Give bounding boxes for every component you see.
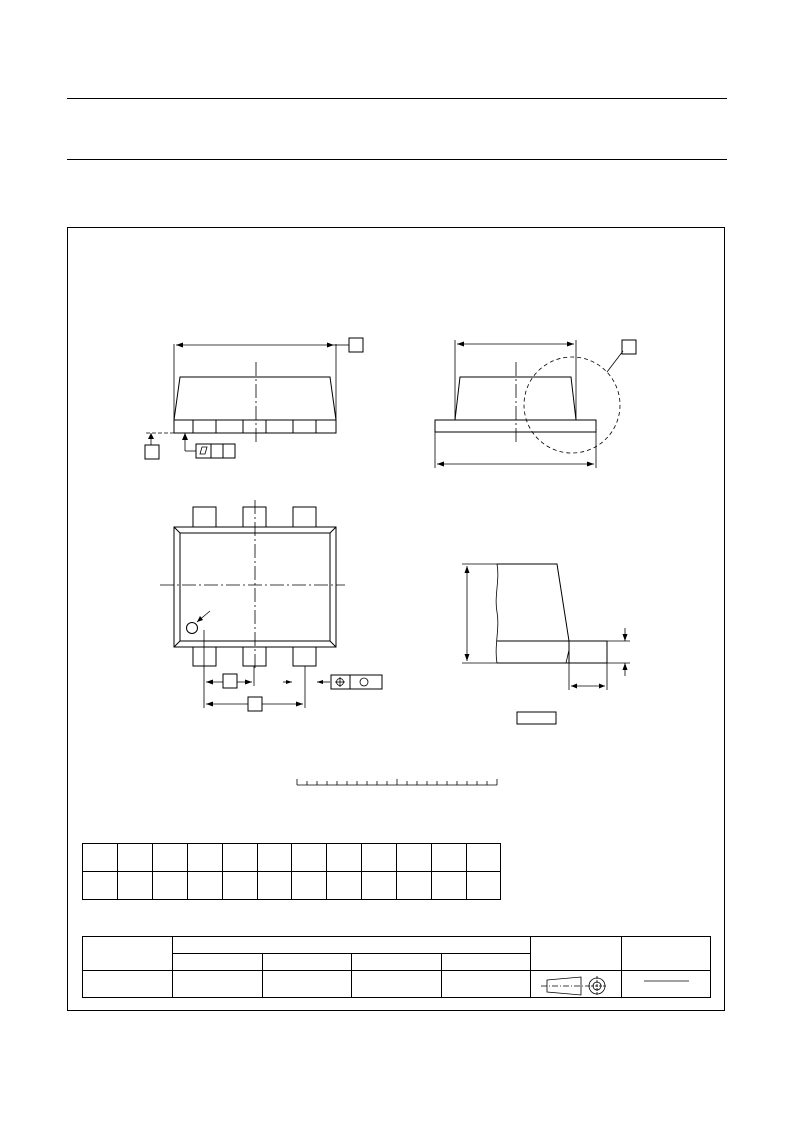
projection-header <box>531 937 621 971</box>
lead-detail-view <box>462 564 630 724</box>
side-view-body <box>174 377 336 420</box>
overall-pitch-box <box>248 697 262 711</box>
references-header <box>173 937 531 954</box>
lead-5 <box>243 507 266 527</box>
datum-box-a <box>349 338 363 352</box>
lead-2 <box>243 647 266 666</box>
flatness-icon <box>200 447 207 454</box>
table-row <box>83 937 711 954</box>
detail-circle <box>524 357 620 453</box>
table-row <box>83 971 711 998</box>
end-view-lead <box>435 420 596 432</box>
detail-body <box>497 564 569 663</box>
dimensions-table <box>82 843 501 900</box>
detail-reference-box <box>622 340 636 354</box>
reference-col-4 <box>441 954 530 971</box>
lead-3 <box>293 647 316 666</box>
scale-bar <box>297 779 497 785</box>
detail-label-box <box>517 712 556 724</box>
lead-4 <box>193 507 216 527</box>
lead-6 <box>293 507 316 527</box>
reference-col-2 <box>262 954 351 971</box>
table-row <box>83 844 501 872</box>
side-view <box>145 338 363 459</box>
reference-col-1 <box>173 954 262 971</box>
outline-version-header <box>83 937 173 971</box>
detail-break-line <box>496 564 498 663</box>
lead-1 <box>193 647 216 666</box>
top-view <box>160 500 382 711</box>
table-row <box>83 872 501 900</box>
coplanarity-frame <box>196 444 235 458</box>
mmc-icon <box>360 678 368 686</box>
end-view-body <box>455 377 576 420</box>
side-view-lead-strip <box>174 420 336 433</box>
detail-lead <box>569 641 607 663</box>
pitch-box <box>223 674 237 688</box>
datum-box-seating-plane <box>145 445 159 459</box>
outline-reference-table <box>82 936 711 998</box>
end-view <box>435 340 636 468</box>
reference-col-3 <box>352 954 441 971</box>
issue-date-header <box>621 937 710 971</box>
